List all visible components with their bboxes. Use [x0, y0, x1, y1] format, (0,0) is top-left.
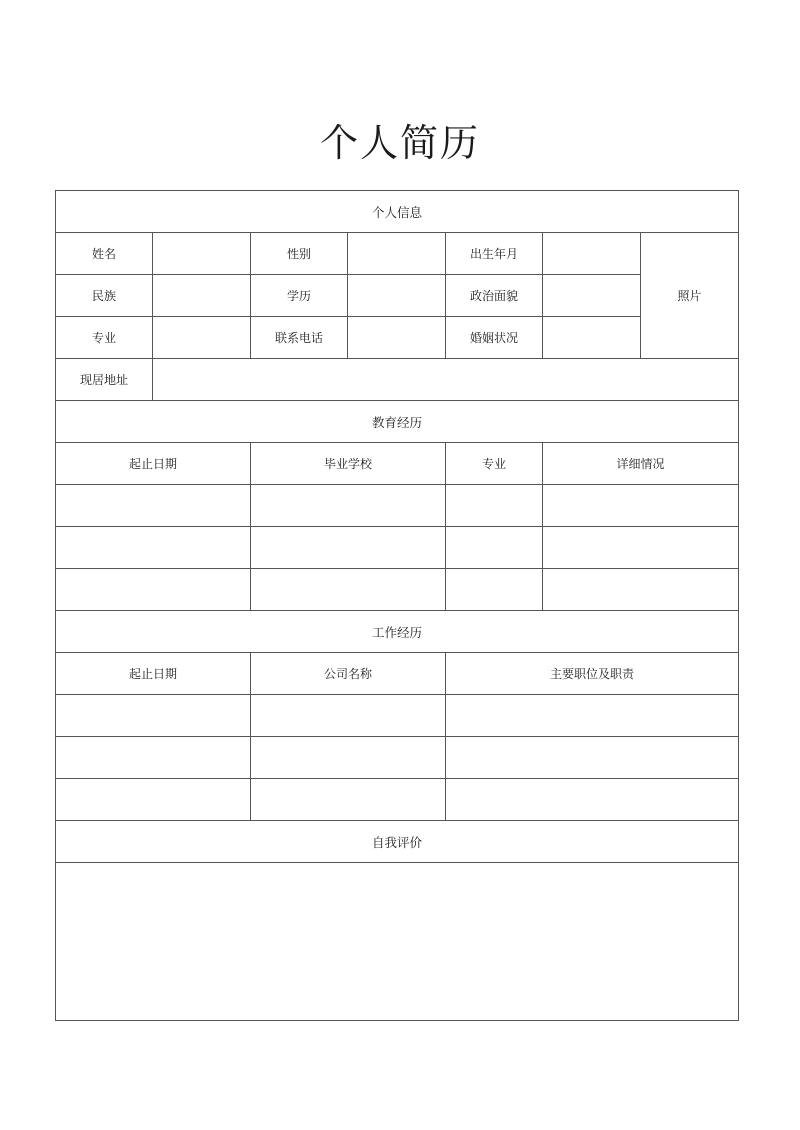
work-row — [56, 737, 739, 779]
work-duties-cell[interactable] — [446, 695, 739, 737]
personal-info-heading: 个人信息 — [56, 191, 739, 233]
education-level-field[interactable] — [348, 275, 446, 317]
edu-header-dates: 起止日期 — [56, 443, 251, 485]
major-field[interactable] — [153, 317, 251, 359]
work-duties-cell[interactable] — [446, 737, 739, 779]
marital-status-label: 婚姻状况 — [446, 317, 543, 359]
edu-dates-cell[interactable] — [56, 527, 251, 569]
education-row — [56, 569, 739, 611]
photo-box[interactable]: 照片 — [641, 233, 739, 359]
resume-table — [55, 190, 739, 1021]
self-eval-field[interactable] — [56, 863, 739, 1021]
birth-field[interactable] — [543, 233, 641, 275]
birth-label: 出生年月 — [446, 233, 543, 275]
edu-major-cell[interactable] — [446, 485, 543, 527]
work-company-cell[interactable] — [251, 695, 446, 737]
ethnicity-label: 民族 — [56, 275, 153, 317]
work-dates-cell[interactable] — [56, 695, 251, 737]
education-level-label: 学历 — [251, 275, 348, 317]
major-label: 专业 — [56, 317, 153, 359]
gender-field[interactable] — [348, 233, 446, 275]
education-row — [56, 485, 739, 527]
work-dates-cell[interactable] — [56, 779, 251, 821]
gender-label: 性别 — [251, 233, 348, 275]
work-company-cell[interactable] — [251, 737, 446, 779]
political-status-field[interactable] — [543, 275, 641, 317]
edu-header-details: 详细情况 — [543, 443, 739, 485]
edu-details-cell[interactable] — [543, 485, 739, 527]
edu-major-cell[interactable] — [446, 569, 543, 611]
edu-dates-cell[interactable] — [56, 569, 251, 611]
address-field[interactable] — [153, 359, 739, 401]
edu-major-cell[interactable] — [446, 527, 543, 569]
edu-header-school: 毕业学校 — [251, 443, 446, 485]
work-duties-cell[interactable] — [446, 779, 739, 821]
work-dates-cell[interactable] — [56, 737, 251, 779]
edu-school-cell[interactable] — [251, 569, 446, 611]
edu-details-cell[interactable] — [543, 527, 739, 569]
marital-status-field[interactable] — [543, 317, 641, 359]
edu-header-major: 专业 — [446, 443, 543, 485]
work-row — [56, 779, 739, 821]
edu-school-cell[interactable] — [251, 485, 446, 527]
ethnicity-field[interactable] — [153, 275, 251, 317]
work-heading: 工作经历 — [56, 611, 739, 653]
education-heading: 教育经历 — [56, 401, 739, 443]
work-row — [56, 695, 739, 737]
work-header-dates: 起止日期 — [56, 653, 251, 695]
education-row — [56, 527, 739, 569]
edu-dates-cell[interactable] — [56, 485, 251, 527]
edu-school-cell[interactable] — [251, 527, 446, 569]
work-header-company: 公司名称 — [251, 653, 446, 695]
name-label: 姓名 — [56, 233, 153, 275]
edu-details-cell[interactable] — [543, 569, 739, 611]
work-company-cell[interactable] — [251, 779, 446, 821]
address-label: 现居地址 — [56, 359, 153, 401]
name-field[interactable] — [153, 233, 251, 275]
political-status-label: 政治面貌 — [446, 275, 543, 317]
phone-label: 联系电话 — [251, 317, 348, 359]
self-eval-heading: 自我评价 — [56, 821, 739, 863]
page-title: 个人简历 — [319, 121, 480, 165]
work-header-duties: 主要职位及职责 — [446, 653, 739, 695]
phone-field[interactable] — [348, 317, 446, 359]
